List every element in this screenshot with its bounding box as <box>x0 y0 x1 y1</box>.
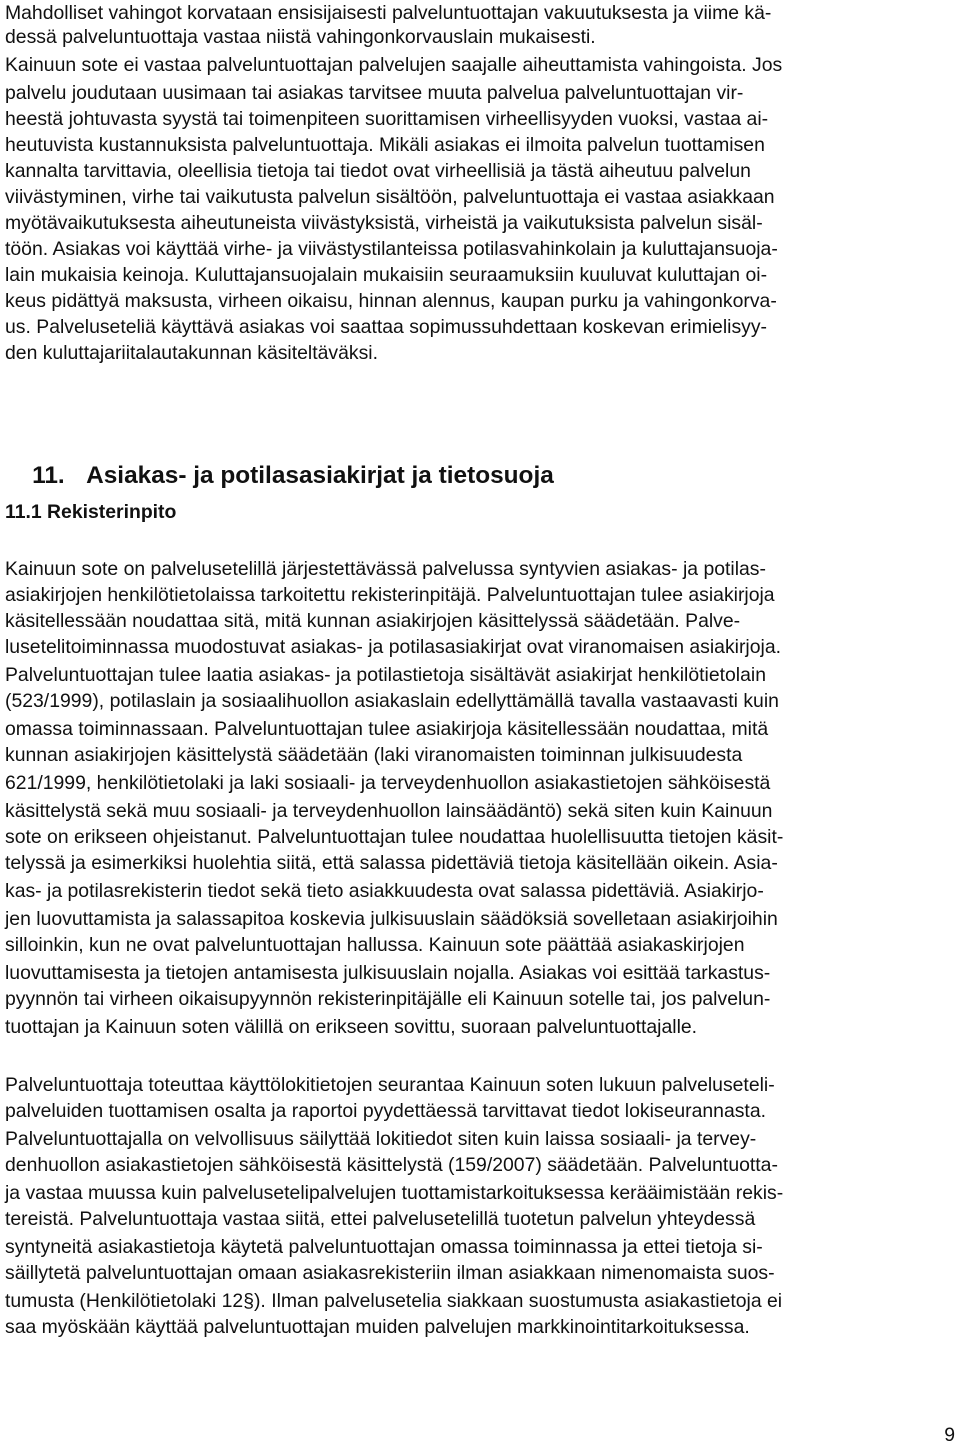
document-page <box>5 0 955 1451</box>
subsection-heading: 11.1 Rekisterinpito <box>5 501 177 523</box>
text-line: palvelu joudutaan uusimaan tai asiakas tarvitsee muuta palvelua palveluntuottajan vir- <box>5 82 744 104</box>
text-line: Palveluntuottajan tulee laatia asiakas- ja potilastietoja sisältävät asiakirjat henkilötietolain <box>5 664 766 686</box>
text-line: heestä johtuvasta syystä tai toimenpiteen suorittamisen virheellisyyden vuoksi, vastaa ai- <box>5 108 769 130</box>
text-line: us. Palveluseteliä käyttävä asiakas voi saattaa sopimussuhdettaan koskevan erimielisyy- <box>5 316 768 338</box>
page-number: 9 <box>944 1424 955 1446</box>
text-line: kunnan asiakirjojen käsittelystä säädetään (laki viranomaisten toiminnan julkisuudesta <box>5 744 743 766</box>
text-line: tumusta (Henkilötietolaki 12§). Ilman palvelusetelia siakkaan suostumusta asiakastietoja ei <box>5 1290 783 1312</box>
text-line: kas- ja potilasrekisterin tiedot sekä tieto asiakkuudesta ovat salassa pidettäviä. Asiakirjo- <box>5 880 764 902</box>
text-line: lusetelitoiminnassa muodostuvat asiakas- ja potilasasiakirjat ovat viranomaisen asiakirjoja. <box>5 636 781 658</box>
text-line: käsittelystä sekä muu sosiaali- ja terveydenhuollon lainsäädäntö) sekä siten kuin Kainuun <box>5 800 773 822</box>
text-line: säillytetä palveluntuottajan omaan asiakasrekisteriin ilman asiakkaan nimenomaista suos- <box>5 1262 775 1284</box>
text-line: jen luovuttamista ja salassapitoa koskevia julkisuuslain säädöksiä sovelletaan asiakirjoihin <box>5 908 778 930</box>
text-line: Palveluntuottajalla on velvollisuus säilyttää lokitiedot siten kuin laissa sosiaali- ja tervey- <box>5 1128 757 1150</box>
text-line: Kainuun sote ei vastaa palveluntuottajan palvelujen saajalle aiheuttamista vahingoista. Jos <box>5 54 783 76</box>
text-line: (523/1999), potilaslain ja sosiaalihuollon asiakaslain edellyttämällä tavalla vastaavasti kuin <box>5 690 779 712</box>
text-line: telyssä ja esimerkiksi huolehtia siitä, että salassa pidettäviä tietoja käsitellään oikein. Asia- <box>5 852 778 874</box>
text-line: töön. Asiakas voi käyttää virhe- ja viivästystilanteissa potilasvahinkolain ja kuluttajansuoja- <box>5 238 778 260</box>
section-title: Asiakas- ja potilasasiakirjat ja tietosuoja <box>86 462 554 489</box>
text-line: dessä palveluntuottaja vastaa niistä vahingonkorvauslain mukaisesti. <box>5 26 596 48</box>
text-line: käsitellessään noudattaa sitä, mitä kunnan asiakirjojen käsittelyssä säädetään. Palve- <box>5 610 741 632</box>
text-line: tereistä. Palveluntuottaja vastaa siitä, ettei palvelusetelillä tuotetun palvelun yhteydessä <box>5 1208 756 1230</box>
text-line: heutuvista kustannuksista palveluntuottaja. Mikäli asiakas ei ilmoita palvelun tuottamisen <box>5 134 765 156</box>
text-line: saa myöskään käyttää palveluntuottajan muiden palvelujen markkinointitarkoituksessa. <box>5 1316 750 1338</box>
text-line: palveluiden tuottamisen osalta ja raportoi pyydettäessä tarvittavat tiedot lokiseurannasta. <box>5 1100 766 1122</box>
text-line: tuottajan ja Kainuun soten välillä on erikseen sovittu, suoraan palveluntuottajalle. <box>5 1016 698 1038</box>
text-line: silloinkin, kun ne ovat palveluntuottajan hallussa. Kainuun sote päättää asiakaskirjojen <box>5 934 745 956</box>
text-line: sote on erikseen ohjeistanut. Palveluntuottajan tulee noudattaa huolellisuutta tietojen käsit- <box>5 826 784 848</box>
text-line: kannalta tarvittavia, oleellisia tietoja tai tiedot ovat virheellisiä ja tästä aiheutuu palvelun <box>5 160 751 182</box>
text-line: 621/1999, henkilötietolaki ja laki sosiaali- ja terveydenhuollon asiakastietojen sähköisestä <box>5 772 771 794</box>
text-line: denhuollon asiakastietojen sähköisestä käsittelystä (159/2007) säädetään. Palveluntuotta- <box>5 1154 778 1176</box>
text-line: Palveluntuottaja toteuttaa käyttölokitietojen seurantaa Kainuun soten lukuun palveluseteli- <box>5 1074 775 1096</box>
text-line: omassa toiminnassaan. Palveluntuottajan tulee asiakirjoja käsitellessään noudattaa, mitä <box>5 718 769 740</box>
text-line: myötävaikutuksesta aiheutuneista viivästyksistä, virheistä ja vaikutuksista palvelun sisäl- <box>5 212 763 234</box>
section-number: 11. <box>32 462 65 489</box>
text-line: keus pidättyä maksusta, virheen oikaisu, hinnan alennus, kaupan purku ja vahingonkorva- <box>5 290 777 312</box>
text-line: Mahdolliset vahingot korvataan ensisijaisesti palveluntuottajan vakuutuksesta ja viime kä- <box>5 2 772 24</box>
text-line: viivästyminen, virhe tai vaikutusta palvelun sisältöön, palveluntuottaja ei vastaa asiakkaan <box>5 186 775 208</box>
text-line: luovuttamisesta ja tietojen antamisesta julkisuuslain nojalla. Asiakas voi esittää tarkastus- <box>5 962 771 984</box>
text-line: Kainuun sote on palvelusetelillä järjestettävässä palvelussa syntyvien asiakas- ja potilas- <box>5 558 766 580</box>
text-line: asiakirjojen henkilötietolaissa tarkoitettu rekisterinpitäjä. Palveluntuottajan tulee asiakirjoja <box>5 584 775 606</box>
text-line: lain mukaisia keinoja. Kuluttajansuojalain mukaisiin seuraamuksiin kuuluvat kuluttajan oi- <box>5 264 768 286</box>
text-line: ja vastaa muussa kuin palvelusetelipalvelujen tuottamistarkoituksessa kerääimistään rekis- <box>5 1182 784 1204</box>
text-line: pyynnön tai virheen oikaisupyynnön rekisterinpitäjälle eli Kainuun sotelle tai, jos palvelun- <box>5 988 771 1010</box>
text-line: den kuluttajariitalautakunnan käsiteltäväksi. <box>5 342 378 364</box>
text-line: syntyneitä asiakastietoja käytetä palveluntuottajan omassa toiminnassa ja ettei tietoja si- <box>5 1236 763 1258</box>
